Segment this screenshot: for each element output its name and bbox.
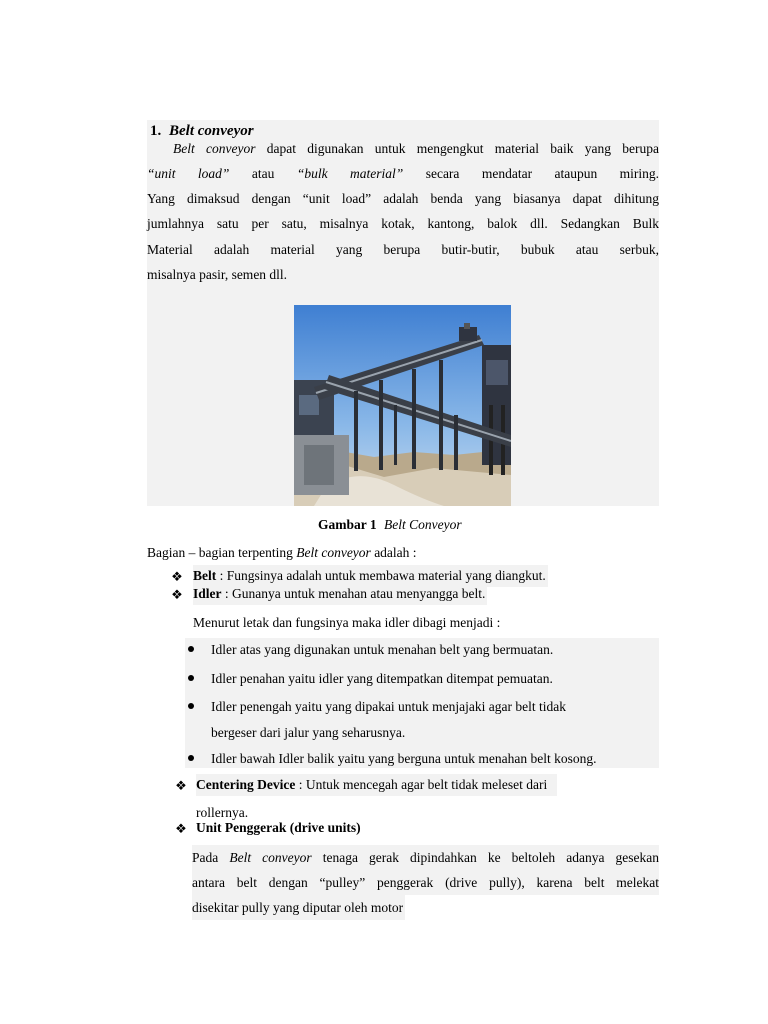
atau-text: atau <box>251 166 275 181</box>
drive-line-2: antara belt dengan “pulley” penggerak (drive pully), karena belt melekat <box>192 870 659 895</box>
diamond-bullet-icon: ❖ <box>171 569 183 584</box>
belt-conveyor-photo <box>294 305 511 506</box>
drive-line-1-rest: tenaga gerak dipindahkan ke beltoleh adanya gesekan <box>322 850 660 865</box>
intro-line-1 <box>173 136 659 161</box>
centering-device-name: Centering Device <box>196 777 296 792</box>
parts-intro-after: adalah : <box>374 545 417 560</box>
figure-caption <box>318 512 462 537</box>
intro-line-1-text: dapat digunakan untuk mengengkut material baik yang berupa <box>266 141 659 156</box>
dot-bullet-icon <box>188 755 194 761</box>
figure-caption-text: Belt Conveyor <box>384 517 462 532</box>
dot-bullet-icon <box>188 703 194 709</box>
diamond-bullet-icon: ❖ <box>171 587 183 602</box>
part-idler-desc: : Gunanya untuk menahan atau menyangga belt. <box>224 586 486 601</box>
drive-unit-title: Unit Penggerak (drive units) <box>196 820 361 835</box>
part-idler <box>193 583 487 605</box>
dot-bullet-icon <box>188 675 194 681</box>
belt-conveyor-term: Belt conveyor <box>173 141 256 156</box>
figure-label: Gambar 1 <box>318 517 377 532</box>
centering-device-desc: : Untuk mencegah agar belt tidak meleset dari <box>298 777 548 792</box>
intro-line-6: misalnya pasir, semen dll. <box>147 267 288 282</box>
idler-item-2: Idler penahan yaitu idler yang ditempatkan ditempat pemuatan. <box>211 671 553 686</box>
drive-line-1 <box>192 845 659 870</box>
drive-line-1-term: Belt conveyor <box>229 850 312 865</box>
idler-item-1: Idler atas yang digunakan untuk menahan belt yang bermuatan. <box>211 642 554 657</box>
idler-intro: Menurut letak dan fungsinya maka idler dibagi menjadi : <box>193 615 501 630</box>
part-belt-name: Belt <box>193 568 217 583</box>
intro-line-2 <box>147 161 659 186</box>
intro-line-2-text: secara mendatar ataupun miring. <box>425 166 660 181</box>
outline-diamond-bullet-icon: ❖ <box>175 821 187 836</box>
parts-intro-before: Bagian – bagian terpenting <box>147 545 293 560</box>
drive-line-1-pre: Pada <box>192 850 219 865</box>
parts-intro-term: Belt conveyor <box>296 545 371 560</box>
idler-item-3-cont: bergeser dari jalur yang seharusnya. <box>211 725 406 740</box>
idler-item-3: Idler penengah yaitu yang dipakai untuk menjajaki agar belt tidak <box>211 699 567 714</box>
part-idler-name: Idler <box>193 586 222 601</box>
dot-bullet-icon <box>188 646 194 652</box>
parts-intro <box>147 540 417 565</box>
centering-device <box>196 774 557 796</box>
centering-device-cont: rollernya. <box>196 805 249 820</box>
intro-line-5: Material adalah material yang berupa butir-butir, bubuk atau serbuk, <box>147 242 659 257</box>
idler-item-4: Idler bawah Idler balik yaitu yang berguna untuk menahan belt kosong. <box>211 751 597 766</box>
section-number: 1. <box>150 123 162 139</box>
drive-line-3: disekitar pully yang diputar oleh motor <box>192 895 405 920</box>
part-belt-desc: : Fungsinya adalah untuk membawa material yang diangkut. <box>219 568 546 583</box>
intro-line-3: Yang dimaksud dengan “unit load” adalah benda yang biasanya dapat dihitung <box>147 191 659 206</box>
unit-load-term: “unit load” <box>147 166 230 181</box>
section-title: Belt conveyor <box>169 123 254 139</box>
intro-line-4: jumlahnya satu per satu, misalnya kotak, kantong, balok dll. Sedangkan Bulk <box>147 216 659 231</box>
outline-diamond-bullet-icon: ❖ <box>175 778 187 793</box>
bulk-material-term: “bulk material” <box>296 166 404 181</box>
